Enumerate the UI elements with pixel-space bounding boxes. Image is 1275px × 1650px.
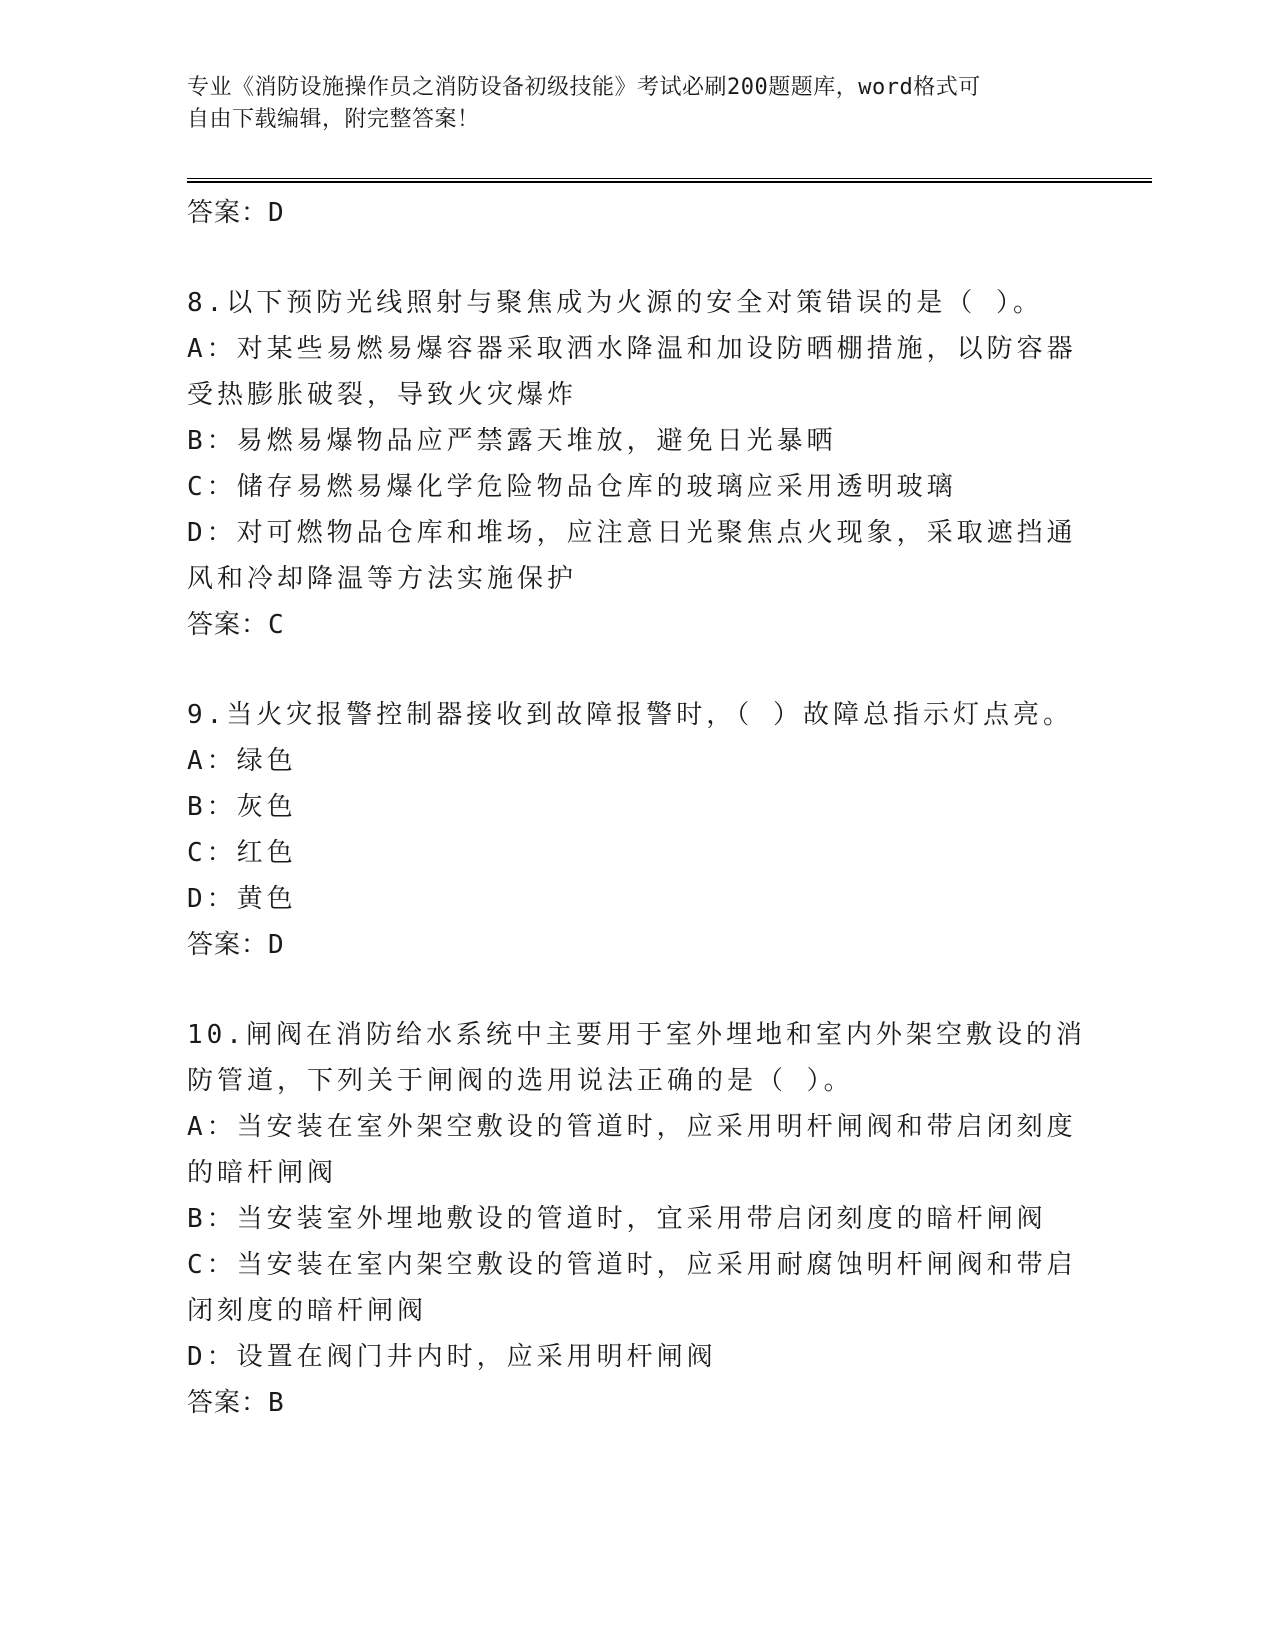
answer-text: 答案：C: [187, 610, 285, 640]
question-text: 8.以下预防光线照射与聚焦成为火源的安全对策错误的是（ ）。: [187, 288, 1043, 318]
option-b: B：当安装室外埋地敷设的管道时，宜采用带启闭刻度的暗杆闸阀: [187, 1204, 1047, 1234]
option-c: C：当安装在室内架空敷设的管道时，应采用耐腐蚀明杆闸阀和带启闭刻度的暗杆闸阀: [187, 1250, 1077, 1326]
previous-answer: 答案：D: [187, 198, 285, 228]
document-header: [187, 72, 1087, 136]
question-list: [187, 190, 1087, 1426]
option-b: B：灰色: [187, 792, 297, 822]
spacer: [187, 648, 1087, 692]
answer-text: 答案：B: [187, 1388, 285, 1418]
header-text-line-1: 专业《消防设施操作员之消防设备初级技能》考试必刷200题题库，word格式可: [187, 75, 981, 100]
question-text: 9.当火灾报警控制器接收到故障报警时，（ ）故障总指示灯点亮。: [187, 700, 1073, 730]
option-a: A：绿色: [187, 746, 297, 776]
answer-text: 答案：D: [187, 930, 285, 960]
option-a: A：当安装在室外架空敷设的管道时，应采用明杆闸阀和带启闭刻度的暗杆闸阀: [187, 1112, 1077, 1188]
option-c: C：储存易燃易爆化学危险物品仓库的玻璃应采用透明玻璃: [187, 472, 957, 502]
spacer: [187, 236, 1087, 280]
question-item: [187, 1012, 1087, 1426]
option-c: C：红色: [187, 838, 297, 868]
option-d: D：对可燃物品仓库和堆场，应注意日光聚焦点火现象，采取遮挡通风和冷却降温等方法实施保护: [187, 518, 1077, 594]
question-item: [187, 692, 1087, 968]
option-a: A：对某些易燃易爆容器采取洒水降温和加设防晒棚措施，以防容器受热膨胀破裂，导致火灾爆炸: [187, 334, 1077, 410]
header-text-line-2: 自由下载编辑，附完整答案！: [187, 107, 480, 132]
option-d: D：黄色: [187, 884, 297, 914]
header-divider: [187, 178, 1152, 183]
spacer: [187, 968, 1087, 1012]
option-b: B：易燃易爆物品应严禁露天堆放，避免日光暴晒: [187, 426, 837, 456]
question-item: [187, 280, 1087, 648]
question-text: 10.闸阀在消防给水系统中主要用于室外埋地和室内外架空敷设的消防管道，下列关于闸阀的选用说法正确的是（ ）。: [187, 1020, 1086, 1096]
option-d: D：设置在阀门井内时，应采用明杆闸阀: [187, 1342, 717, 1372]
